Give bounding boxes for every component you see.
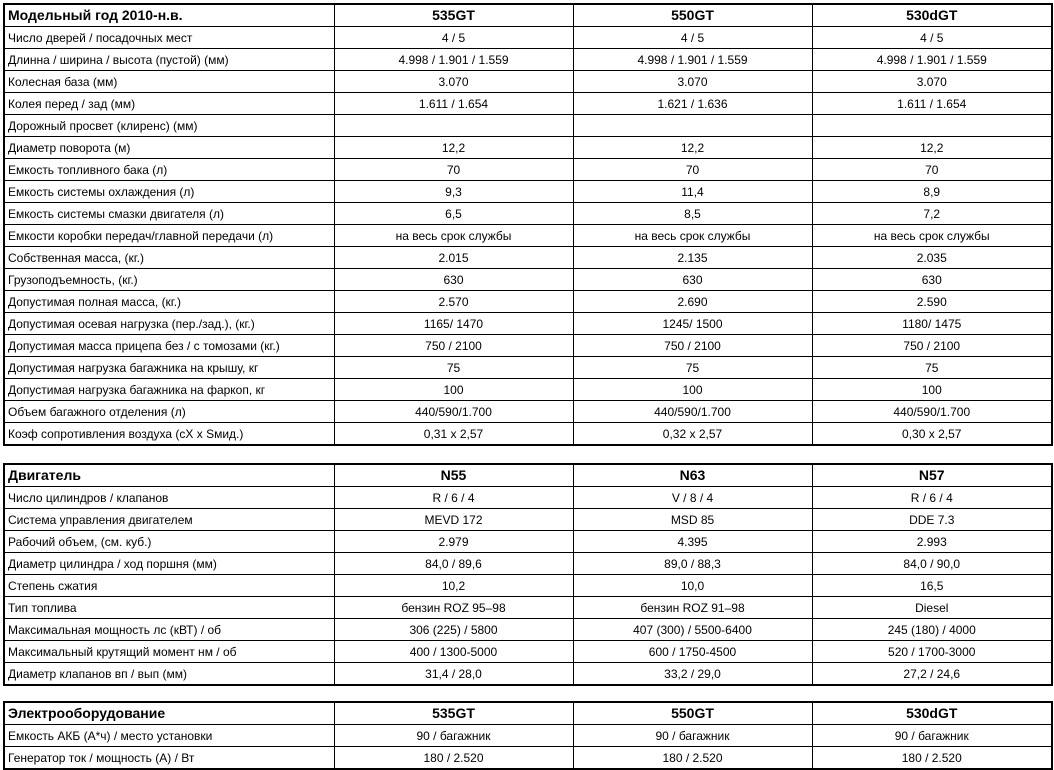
table-row (4, 159, 1052, 181)
spec-value: 630 (812, 269, 1052, 291)
spec-label: Число дверей / посадочных мест (4, 27, 334, 49)
table-row (4, 641, 1052, 663)
spec-value: на весь срок службы (573, 225, 812, 247)
spec-label: Емкости коробки передач/главной передачи (л) (4, 225, 334, 247)
table-row (4, 619, 1052, 641)
table-row (4, 597, 1052, 619)
spec-value: 9,3 (334, 181, 573, 203)
table-row (4, 27, 1052, 49)
spec-label: Емкость системы охлаждения (л) (4, 181, 334, 203)
model-header: N57 (812, 464, 1052, 487)
table-row (4, 531, 1052, 553)
table-row (4, 71, 1052, 93)
spec-value: 3.070 (812, 71, 1052, 93)
spec-label: Допустимая масса прицепа без / с томозами (кг.) (4, 335, 334, 357)
spec-value: 2.015 (334, 247, 573, 269)
spec-value: 100 (812, 379, 1052, 401)
spec-label: Допустимая нагрузка багажника на крышу, кг (4, 357, 334, 379)
spec-value: 6,5 (334, 203, 573, 225)
spec-value: 8,5 (573, 203, 812, 225)
spec-value: 440/590/1.700 (334, 401, 573, 423)
table-row (4, 181, 1052, 203)
spec-value: 180 / 2.520 (334, 747, 573, 770)
table-header-row (4, 464, 1052, 487)
section-title: Двигатель (4, 464, 334, 487)
spec-label: Коэф сопротивления воздуха (сХ х Sмид.) (4, 423, 334, 446)
table-row (4, 357, 1052, 379)
spec-label: Допустимая осевая нагрузка (пер./зад.), (кг.) (4, 313, 334, 335)
spec-label: Допустимая нагрузка багажника на фаркоп, кг (4, 379, 334, 401)
spec-value: 440/590/1.700 (573, 401, 812, 423)
spec-value: 27,2 / 24,6 (812, 663, 1052, 686)
spec-value: 3.070 (573, 71, 812, 93)
spec-value: 2.993 (812, 531, 1052, 553)
spec-value: 2.979 (334, 531, 573, 553)
table-row (4, 575, 1052, 597)
spec-value: 4.998 / 1.901 / 1.559 (334, 49, 573, 71)
spec-value: 4 / 5 (573, 27, 812, 49)
spec-value: 4 / 5 (334, 27, 573, 49)
spec-value: 3.070 (334, 71, 573, 93)
spec-label: Диаметр клапанов вп / вып (мм) (4, 663, 334, 686)
spec-label: Максимальная мощность лс (кВТ) / об (4, 619, 334, 641)
spec-value: 4 / 5 (812, 27, 1052, 49)
general-spec-table (3, 3, 1053, 446)
spec-value: 630 (573, 269, 812, 291)
spec-value: 10,0 (573, 575, 812, 597)
table-row (4, 663, 1052, 686)
table-row (4, 379, 1052, 401)
table-row (4, 269, 1052, 291)
table-row (4, 137, 1052, 159)
spec-value: 75 (573, 357, 812, 379)
model-header: 530dGT (812, 4, 1052, 27)
spec-value: 1180/ 1475 (812, 313, 1052, 335)
spec-value: MSD 85 (573, 509, 812, 531)
spec-value: 100 (573, 379, 812, 401)
table-row (4, 423, 1052, 446)
spec-label: Допустимая полная масса, (кг.) (4, 291, 334, 313)
spec-label: Колея перед / зад (мм) (4, 93, 334, 115)
spec-value: DDE 7.3 (812, 509, 1052, 531)
spec-value: 31,4 / 28,0 (334, 663, 573, 686)
spec-label: Диаметр цилиндра / ход поршня (мм) (4, 553, 334, 575)
spec-value: 89,0 / 88,3 (573, 553, 812, 575)
spec-value: 4.998 / 1.901 / 1.559 (812, 49, 1052, 71)
model-header: N63 (573, 464, 812, 487)
model-header: 535GT (334, 4, 573, 27)
table-row (4, 49, 1052, 71)
spec-value: 84,0 / 90,0 (812, 553, 1052, 575)
spec-value: 440/590/1.700 (812, 401, 1052, 423)
spec-value: 100 (334, 379, 573, 401)
table-row (4, 553, 1052, 575)
spec-label: Длинна / ширина / высота (пустой) (мм) (4, 49, 334, 71)
spec-value: 75 (334, 357, 573, 379)
spec-value: 750 / 2100 (573, 335, 812, 357)
engine-spec-table (3, 463, 1053, 686)
spec-label: Объем багажного отделения (л) (4, 401, 334, 423)
spec-value: 12,2 (334, 137, 573, 159)
spec-value: R / 6 / 4 (812, 487, 1052, 509)
spec-value: 750 / 2100 (334, 335, 573, 357)
spec-value: 7,2 (812, 203, 1052, 225)
table-row (4, 93, 1052, 115)
spec-label: Емкость топливного бака (л) (4, 159, 334, 181)
spec-label: Степень сжатия (4, 575, 334, 597)
model-header: N55 (334, 464, 573, 487)
spec-value: 180 / 2.520 (573, 747, 812, 770)
spec-label: Тип топлива (4, 597, 334, 619)
spec-value: 0,31 х 2,57 (334, 423, 573, 446)
spec-value: 1245/ 1500 (573, 313, 812, 335)
table-header-row (4, 702, 1052, 725)
table-row (4, 247, 1052, 269)
spec-value: 1.611 / 1.654 (334, 93, 573, 115)
spec-value: 180 / 2.520 (812, 747, 1052, 770)
electrical-spec-table (3, 701, 1053, 770)
spec-value: 245 (180) / 4000 (812, 619, 1052, 641)
spec-value: 70 (573, 159, 812, 181)
spec-label: Емкость АКБ (А*ч) / место установки (4, 725, 334, 747)
table-row (4, 725, 1052, 747)
table-row (4, 225, 1052, 247)
table-row (4, 401, 1052, 423)
spec-value (334, 115, 573, 137)
spec-value: 0,32 х 2,57 (573, 423, 812, 446)
spec-value: 4.395 (573, 531, 812, 553)
spec-value: R / 6 / 4 (334, 487, 573, 509)
spec-value: 16,5 (812, 575, 1052, 597)
spec-value: 407 (300) / 5500-6400 (573, 619, 812, 641)
spec-value: 2.590 (812, 291, 1052, 313)
spec-value: на весь срок службы (334, 225, 573, 247)
spec-value: 70 (334, 159, 573, 181)
spec-label: Дорожный просвет (клиренс) (мм) (4, 115, 334, 137)
spec-value: 2.690 (573, 291, 812, 313)
spec-value: 2.035 (812, 247, 1052, 269)
spec-value: 520 / 1700-3000 (812, 641, 1052, 663)
spec-value: 0,30 х 2,57 (812, 423, 1052, 446)
spec-value: 600 / 1750-4500 (573, 641, 812, 663)
spec-value: 12,2 (573, 137, 812, 159)
section-title: Модельный год 2010-н.в. (4, 4, 334, 27)
spec-value: 70 (812, 159, 1052, 181)
spec-value: 630 (334, 269, 573, 291)
spec-value: MEVD 172 (334, 509, 573, 531)
spec-label: Колесная база (мм) (4, 71, 334, 93)
spec-value: на весь срок службы (812, 225, 1052, 247)
table-row (4, 313, 1052, 335)
table-row (4, 115, 1052, 137)
spec-value: бензин ROZ 95–98 (334, 597, 573, 619)
model-header: 550GT (573, 702, 812, 725)
spec-value: бензин ROZ 91–98 (573, 597, 812, 619)
table-row (4, 509, 1052, 531)
spec-value: 33,2 / 29,0 (573, 663, 812, 686)
spec-value: 1.611 / 1.654 (812, 93, 1052, 115)
spec-label: Генератор ток / мощность (А) / Вт (4, 747, 334, 770)
spec-value: 8,9 (812, 181, 1052, 203)
spec-value: 90 / багажник (573, 725, 812, 747)
spec-value (812, 115, 1052, 137)
table-row (4, 487, 1052, 509)
spec-value: 306 (225) / 5800 (334, 619, 573, 641)
spec-value: 1165/ 1470 (334, 313, 573, 335)
spec-label: Система управления двигателем (4, 509, 334, 531)
spec-value: Diesel (812, 597, 1052, 619)
table-row (4, 747, 1052, 770)
spec-value: 750 / 2100 (812, 335, 1052, 357)
table-header-row (4, 4, 1052, 27)
spec-value: 400 / 1300-5000 (334, 641, 573, 663)
spec-value: 84,0 / 89,6 (334, 553, 573, 575)
spec-value: 11,4 (573, 181, 812, 203)
spec-value: 2.570 (334, 291, 573, 313)
spec-label: Собственная масса, (кг.) (4, 247, 334, 269)
spec-value: 90 / багажник (812, 725, 1052, 747)
spec-label: Максимальный крутящий момент нм / об (4, 641, 334, 663)
spec-value: 10,2 (334, 575, 573, 597)
model-header: 530dGT (812, 702, 1052, 725)
spec-value: 75 (812, 357, 1052, 379)
spec-value: 2.135 (573, 247, 812, 269)
spec-label: Грузоподъемность, (кг.) (4, 269, 334, 291)
spec-value (573, 115, 812, 137)
spec-value: 1.621 / 1.636 (573, 93, 812, 115)
spec-label: Диаметр поворота (м) (4, 137, 334, 159)
spec-value: V / 8 / 4 (573, 487, 812, 509)
spec-label: Рабочий объем, (см. куб.) (4, 531, 334, 553)
spec-label: Число цилиндров / клапанов (4, 487, 334, 509)
spec-label: Емкость системы смазки двигателя (л) (4, 203, 334, 225)
spec-value: 90 / багажник (334, 725, 573, 747)
model-header: 535GT (334, 702, 573, 725)
model-header: 550GT (573, 4, 812, 27)
table-row (4, 291, 1052, 313)
table-row (4, 203, 1052, 225)
table-row (4, 335, 1052, 357)
spec-value: 12,2 (812, 137, 1052, 159)
section-title: Электрооборудование (4, 702, 334, 725)
spec-value: 4.998 / 1.901 / 1.559 (573, 49, 812, 71)
